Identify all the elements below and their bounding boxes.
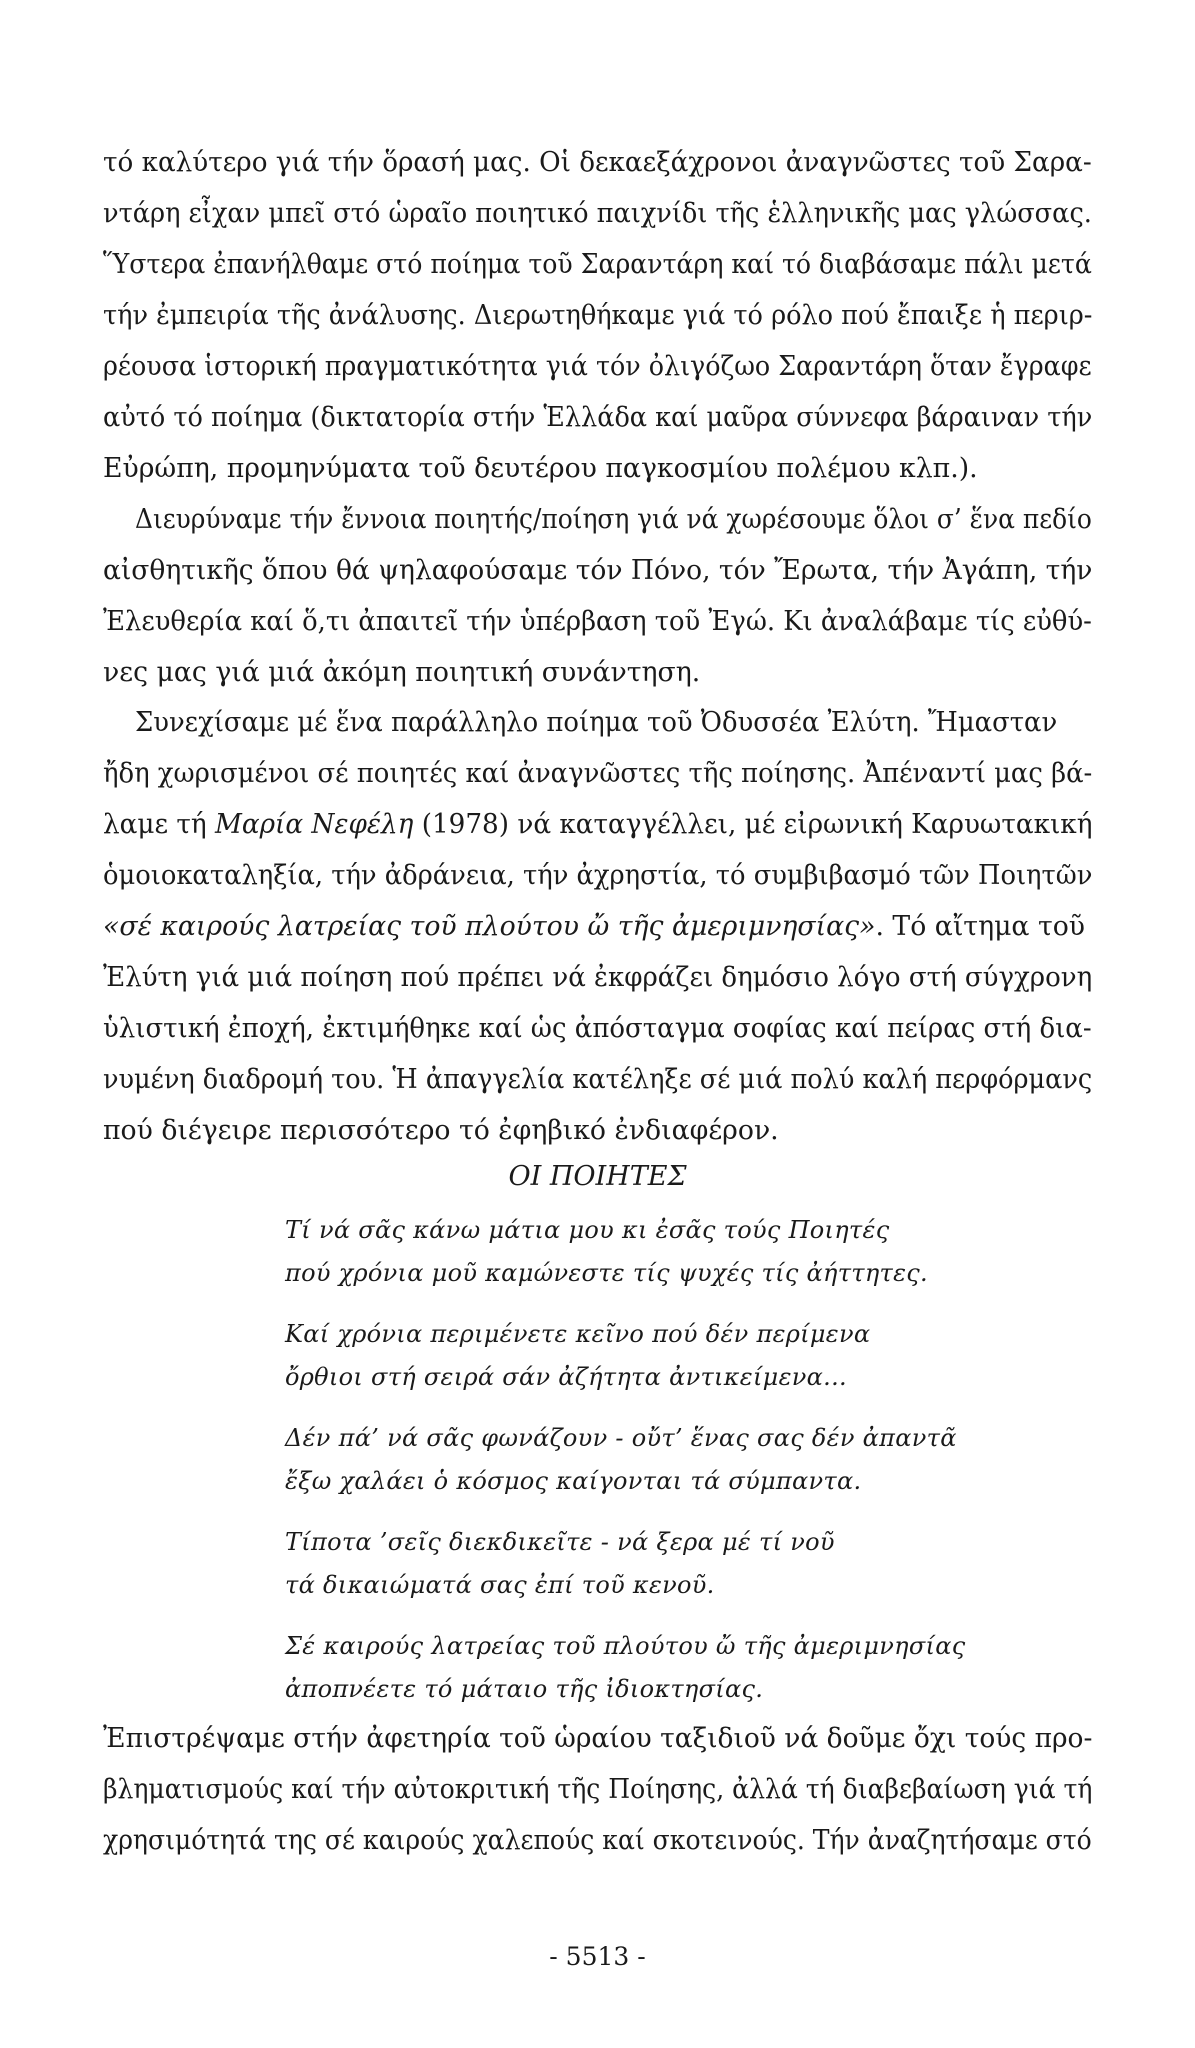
text-line: ντάρη εἶχαν μπεῖ στό ὡραῖο ποιητικό παιχνίδι τῆς ἑλληνικῆς μας γλώσσας.	[103, 198, 1092, 229]
text-line: Ἐλευθερία καί ὅ,τι ἀπαιτεῖ τήν ὑπέρβαση τοῦ Ἐγώ. Κι ἀναλάβαμε τίς εὐθύ-	[103, 606, 1092, 637]
poem-line: ὄρθιοι στή σειρά σάν ἀζήτητα ἀντικείμενα...	[285, 1363, 847, 1391]
text-line: Συνεχίσαμε μέ ἕνα παράλληλο ποίημα τοῦ Ὀδυσσέα Ἐλύτη. Ἤμασταν	[135, 707, 1058, 738]
poem-line: Δέν πά’ νά σᾶς φωνάζουν - οὔτ’ ἕνας σας δέν ἀπαντᾶ	[285, 1424, 957, 1452]
poem-line: Τίποτα ’σεῖς διεκδικεῖτε - νά ξερα μέ τί νοῦ	[285, 1528, 835, 1556]
text-line: Ὕστερα ἐπανήλθαμε στό ποίημα τοῦ Σαραντάρη καί τό διαβάσαμε πάλι μετά	[103, 249, 1092, 280]
book-title: Μαρία Νεφέλη	[215, 809, 414, 840]
poem-line: ἔξω χαλάει ὁ κόσμος καίγονται τά σύμπαντα.	[285, 1467, 862, 1495]
text-line: Ἐλύτη γιά μιά ποίηση πού πρέπει νά ἐκφράζει δημόσιο λόγο στή σύγχρονη	[103, 962, 1093, 993]
poem-title: ΟΙ ΠΟΙΗΤΕΣ	[508, 1161, 687, 1192]
text-line	[103, 808, 1093, 842]
text-line: τό καλύτερο γιά τήν ὅρασή μας. Οἱ δεκαεξάχρονοι ἀναγνῶστες τοῦ Σαρα-	[103, 147, 1092, 178]
text-line: πού διέγειρε περισσότερο τό ἐφηβικό ἐνδιαφέρον.	[103, 1115, 779, 1146]
text-line: αἰσθητικῆς ὅπου θά ψηλαφούσαμε τόν Πόνο, τόν Ἔρωτα, τήν Ἀγάπη, τήν	[103, 555, 1093, 586]
page-number: - 5513 -	[549, 1942, 646, 1971]
quoted-verse: «σέ καιρούς λατρείας τοῦ πλούτου ὤ τῆς ἀμεριμνησίας»	[103, 911, 876, 942]
text-line: Ἐπιστρέψαμε στήν ἀφετηρία τοῦ ὡραίου ταξιδιοῦ νά δοῦμε ὄχι τούς προ-	[103, 1723, 1093, 1754]
poem-line: Τί νά σᾶς κάνω μάτια μου κι ἐσᾶς τούς Ποιητές	[285, 1216, 890, 1244]
text-line: ὁμοιοκαταληξία, τήν ἀδράνεια, τήν ἀχρηστία, τό συμβιβασμό τῶν Ποιητῶν	[103, 860, 1093, 891]
poem-line: ἀποπνέετε τό μάταιο τῆς ἰδιοκτησίας.	[285, 1675, 764, 1703]
text-line: νες μας γιά μιά ἀκόμη ποιητική συνάντηση.	[103, 657, 701, 688]
poem-line: Σέ καιρούς λατρείας τοῦ πλούτου ὤ τῆς ἀμεριμνησίας	[285, 1632, 966, 1660]
text-line: ἤδη χωρισμένοι σέ ποιητές καί ἀναγνῶστες τῆς ποίησης. Ἀπέναντί μας βά-	[103, 758, 1093, 789]
text-line: νυμένη διαδρομή του. Ἡ ἀπαγγελία κατέληξε σέ μιά πολύ καλή περφόρμανς	[103, 1064, 1093, 1095]
text-fragment: (1978) νά καταγγέλλει, μέ εἰρωνική Καρυωτακική	[413, 809, 1093, 840]
poem-line: Καί χρόνια περιμένετε κεῖνο πού δέν περίμενα	[285, 1320, 871, 1348]
poem-line: τά δικαιώματά σας ἐπί τοῦ κενοῦ.	[285, 1571, 715, 1599]
text-line: βληματισμούς καί τήν αὐτοκριτική τῆς Ποίησης, ἀλλά τή διαβεβαίωση γιά τή	[103, 1774, 1093, 1805]
poem-line: πού χρόνια μοῦ καμώνεστε τίς ψυχές τίς ἀήττητες.	[285, 1259, 928, 1287]
text-line: Εὐρώπη, προμηνύματα τοῦ δευτέρου παγκοσμίου πολέμου κλπ.).	[103, 453, 978, 484]
text-line: ρέουσα ἱστορική πραγματικότητα γιά τόν ὀλιγόζωο Σαραντάρη ὅταν ἔγραφε	[103, 351, 1092, 382]
text-fragment: λαμε τή	[103, 809, 216, 840]
text-line: Διευρύναμε τήν ἔννοια ποιητής/ποίηση γιά νά χωρέσουμε ὅλοι σ’ ἕνα πεδίο	[135, 504, 1092, 535]
text-line: αὐτό τό ποίημα (δικτατορία στήν Ἑλλάδα καί μαῦρα σύννεφα βάραιναν τήν	[103, 402, 1093, 433]
text-fragment: . Τό αἴτημα τοῦ	[875, 911, 1086, 942]
text-line: χρησιμότητά της σέ καιρούς χαλεπούς καί σκοτεινούς. Τήν ἀναζητήσαμε στό	[103, 1825, 1092, 1856]
text-line: τήν ἐμπειρία τῆς ἀνάλυσης. Διερωτηθήκαμε γιά τό ρόλο πού ἔπαιξε ἡ περιρ-	[103, 300, 1093, 331]
text-line	[103, 910, 1092, 944]
text-line: ὑλιστική ἐποχή, ἐκτιμήθηκε καί ὡς ἀπόσταγμα σοφίας καί πείρας στή δια-	[103, 1013, 1092, 1044]
